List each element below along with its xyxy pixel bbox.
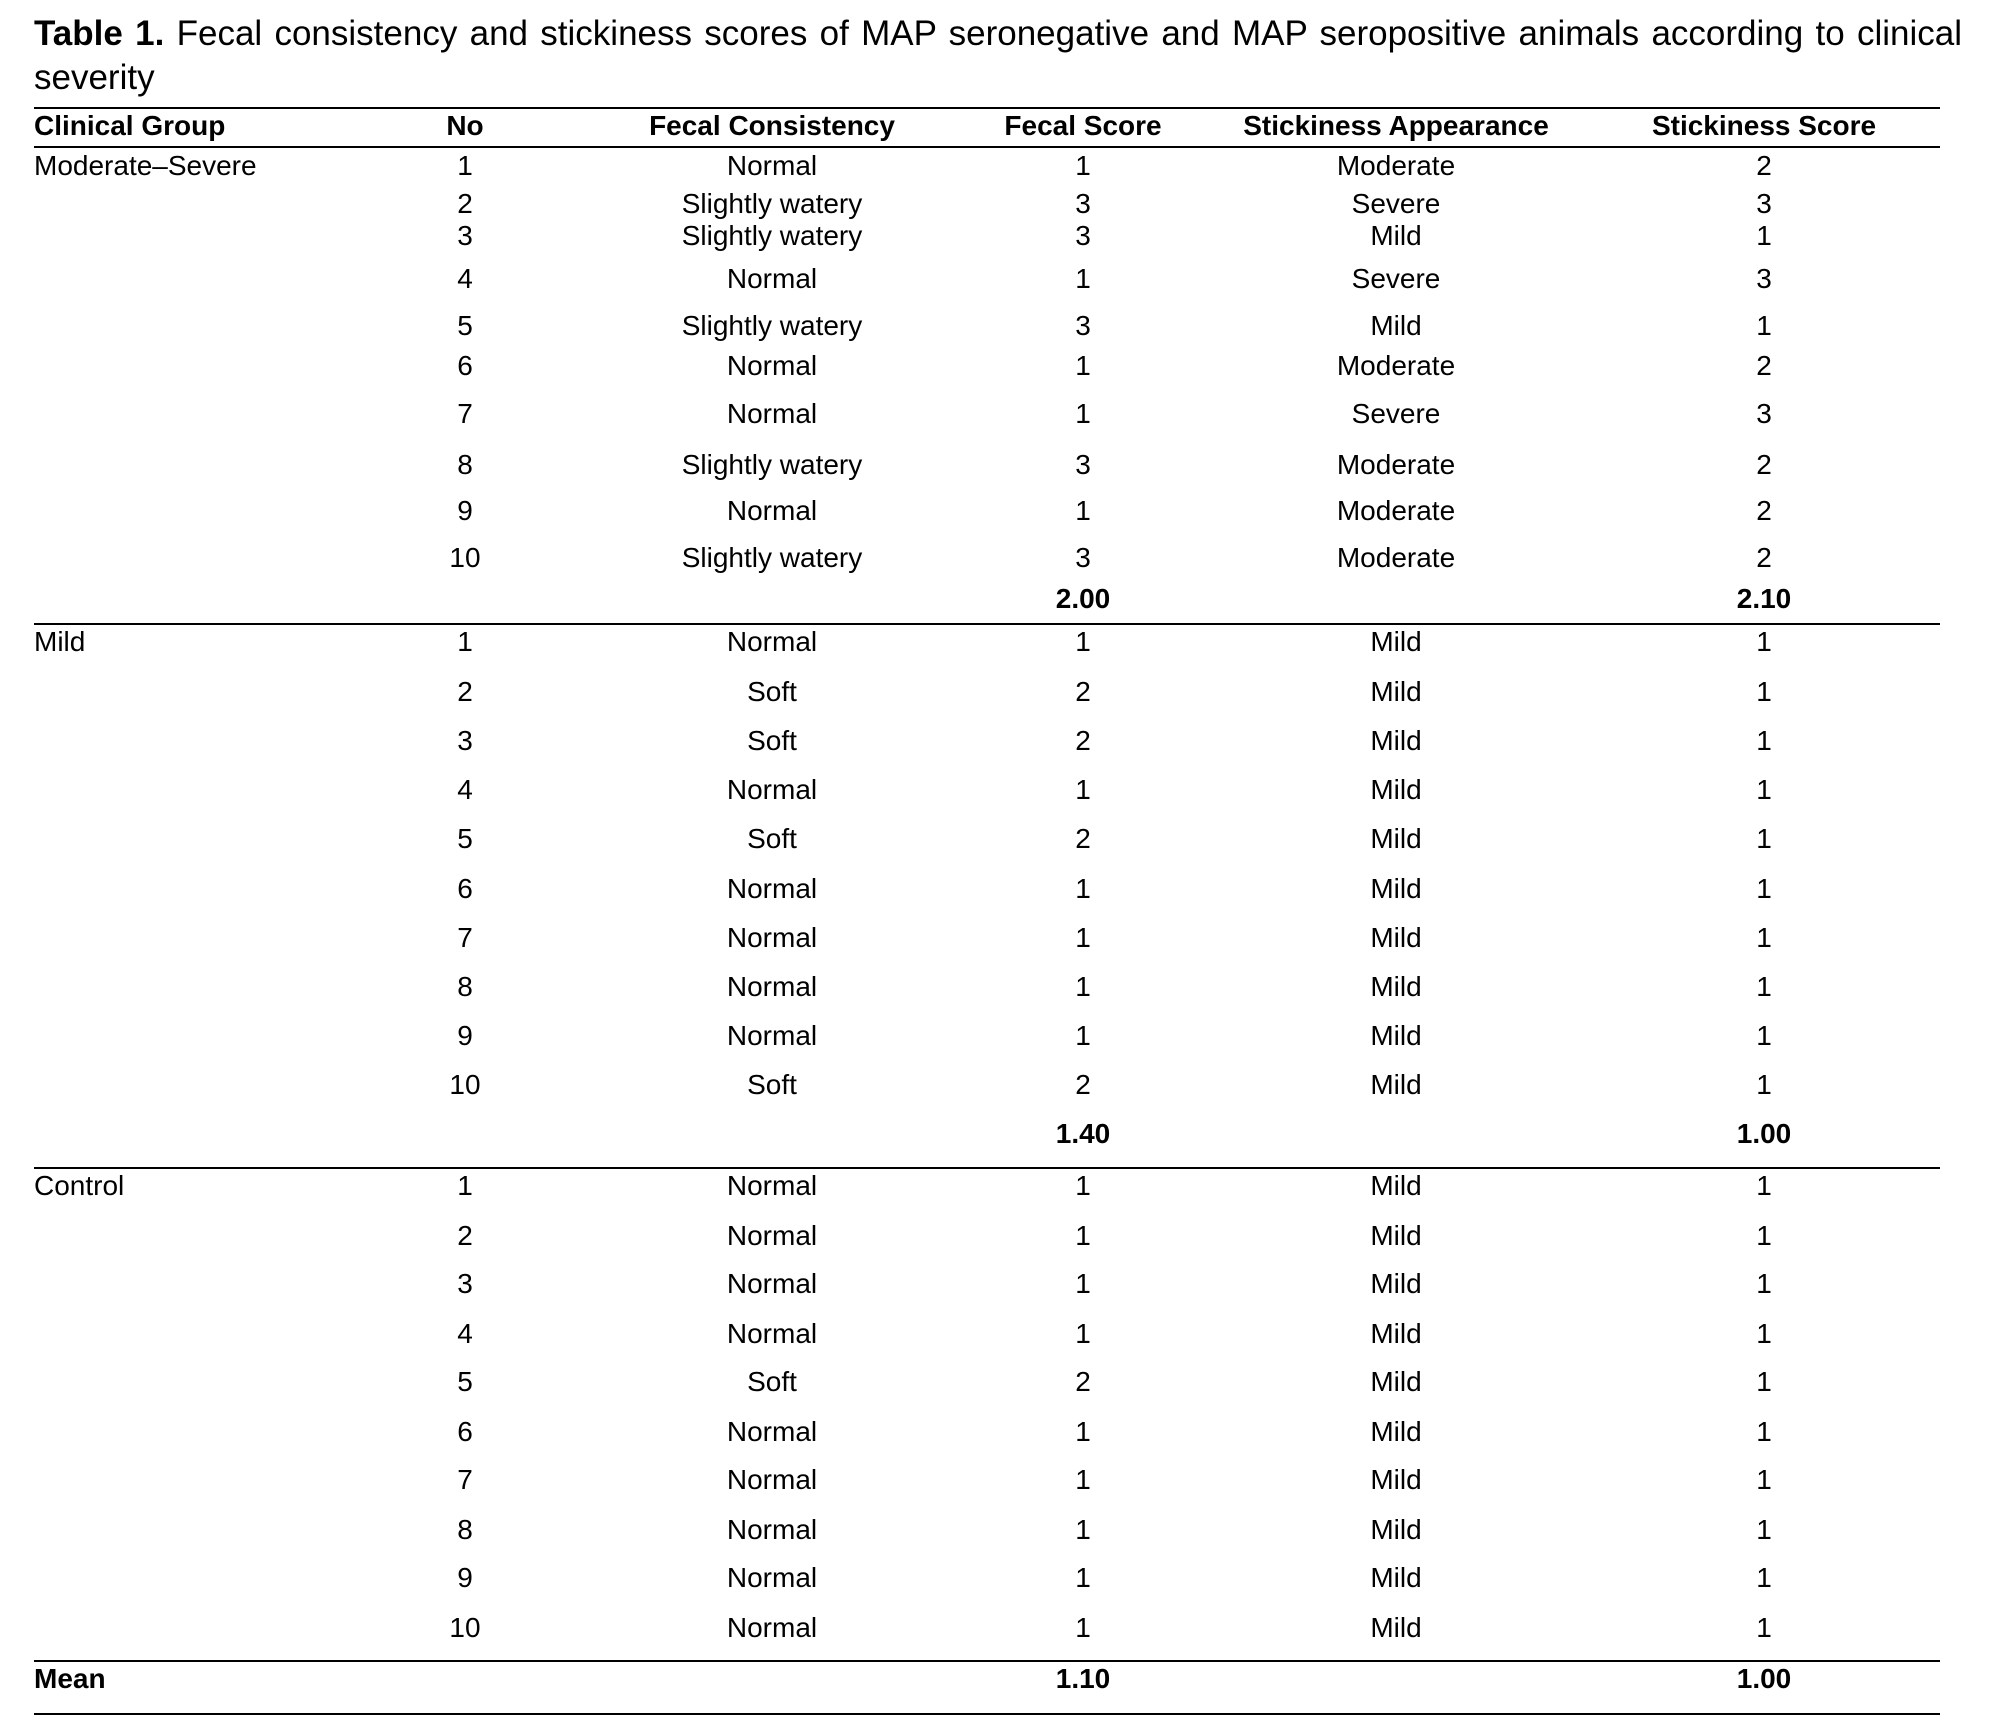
fecal-consistency: Normal [726, 1170, 818, 1201]
fecal-consistency: Normal [726, 1318, 818, 1349]
fecal-consistency: Slightly watery [681, 310, 863, 341]
fecal-score: 3 [1075, 449, 1091, 480]
stickiness-score: 2 [1756, 350, 1772, 381]
mean-stickiness-score: 1.00 [1736, 1118, 1792, 1149]
fecal-consistency: Normal [726, 350, 818, 381]
animal-no: 3 [457, 220, 473, 251]
stickiness-score: 1 [1756, 774, 1772, 805]
stickiness-appearance: Mild [1370, 971, 1422, 1002]
header-no: No [446, 110, 484, 141]
fecal-score: 3 [1075, 310, 1091, 341]
stickiness-appearance: Severe [1351, 398, 1441, 429]
table-label: Table 1. [34, 14, 165, 53]
top-rule [34, 107, 1940, 109]
stickiness-score: 1 [1756, 1069, 1772, 1100]
animal-no: 10 [449, 1069, 481, 1100]
fecal-score: 1 [1075, 1562, 1091, 1593]
animal-no: 6 [457, 873, 473, 904]
fecal-consistency: Normal [726, 150, 818, 181]
stickiness-appearance: Severe [1351, 188, 1441, 219]
header-fecal-score: Fecal Score [1004, 110, 1162, 141]
stickiness-appearance: Mild [1370, 220, 1422, 251]
fecal-consistency: Normal [726, 774, 818, 805]
stickiness-appearance: Moderate [1336, 150, 1456, 181]
stickiness-appearance: Moderate [1336, 495, 1456, 526]
stickiness-score: 3 [1756, 188, 1772, 219]
stickiness-appearance: Mild [1370, 626, 1422, 657]
stickiness-score: 1 [1756, 1562, 1772, 1593]
animal-no: 2 [457, 188, 473, 219]
fecal-consistency: Soft [747, 725, 797, 756]
stickiness-score: 1 [1756, 676, 1772, 707]
fecal-score: 2 [1075, 676, 1091, 707]
fecal-consistency: Slightly watery [681, 188, 863, 219]
fecal-score: 3 [1075, 220, 1091, 251]
stickiness-score: 2 [1756, 495, 1772, 526]
fecal-consistency: Slightly watery [681, 220, 863, 251]
animal-no: 5 [457, 1366, 473, 1397]
group-separator-rule [34, 1660, 1940, 1662]
fecal-score: 1 [1075, 1514, 1091, 1545]
mean-fecal-score: 1.40 [1055, 1118, 1111, 1149]
mean-fecal-score: 1.10 [1055, 1663, 1111, 1694]
fecal-score: 3 [1075, 188, 1091, 219]
animal-no: 9 [457, 495, 473, 526]
animal-no: 3 [457, 725, 473, 756]
animal-no: 7 [457, 922, 473, 953]
stickiness-appearance: Mild [1370, 1464, 1422, 1495]
stickiness-score: 1 [1756, 1220, 1772, 1251]
animal-no: 8 [457, 971, 473, 1002]
fecal-score: 1 [1075, 398, 1091, 429]
stickiness-appearance: Mild [1370, 1416, 1422, 1447]
animal-no: 4 [457, 774, 473, 805]
animal-no: 5 [457, 310, 473, 341]
stickiness-appearance: Mild [1370, 922, 1422, 953]
animal-no: 10 [449, 1612, 481, 1643]
fecal-score: 2 [1075, 1069, 1091, 1100]
fecal-score: 1 [1075, 495, 1091, 526]
stickiness-score: 1 [1756, 1416, 1772, 1447]
fecal-score: 1 [1075, 1464, 1091, 1495]
fecal-consistency: Normal [726, 1612, 818, 1643]
fecal-consistency: Normal [726, 1220, 818, 1251]
fecal-consistency: Normal [726, 1464, 818, 1495]
animal-no: 1 [457, 626, 473, 657]
stickiness-appearance: Mild [1370, 1268, 1422, 1299]
stickiness-appearance: Mild [1370, 823, 1422, 854]
group-name: Mild [34, 626, 86, 657]
fecal-score: 1 [1075, 1416, 1091, 1447]
fecal-score: 1 [1075, 1318, 1091, 1349]
fecal-score: 1 [1075, 1220, 1091, 1251]
stickiness-score: 2 [1756, 449, 1772, 480]
stickiness-score: 1 [1756, 310, 1772, 341]
stickiness-appearance: Mild [1370, 676, 1422, 707]
animal-no: 4 [457, 263, 473, 294]
fecal-score: 2 [1075, 823, 1091, 854]
group-name: Control [34, 1170, 125, 1201]
group-name: Moderate–Severe [34, 150, 257, 181]
stickiness-appearance: Mild [1370, 1069, 1422, 1100]
fecal-score: 1 [1075, 626, 1091, 657]
fecal-score: 1 [1075, 922, 1091, 953]
fecal-consistency: Normal [726, 263, 818, 294]
fecal-consistency: Soft [747, 823, 797, 854]
fecal-score: 3 [1075, 542, 1091, 573]
animal-no: 3 [457, 1268, 473, 1299]
fecal-score: 1 [1075, 873, 1091, 904]
stickiness-score: 1 [1756, 626, 1772, 657]
animal-no: 6 [457, 1416, 473, 1447]
stickiness-score: 3 [1756, 398, 1772, 429]
fecal-score: 1 [1075, 774, 1091, 805]
fecal-consistency: Soft [747, 1069, 797, 1100]
header-stickiness-appearance: Stickiness Appearance [1243, 110, 1549, 141]
animal-no: 8 [457, 449, 473, 480]
animal-no: 4 [457, 1318, 473, 1349]
stickiness-appearance: Mild [1370, 725, 1422, 756]
fecal-score: 2 [1075, 1366, 1091, 1397]
animal-no: 5 [457, 823, 473, 854]
stickiness-appearance: Mild [1370, 1220, 1422, 1251]
fecal-score: 1 [1075, 350, 1091, 381]
fecal-consistency: Normal [726, 1020, 818, 1051]
animal-no: 9 [457, 1562, 473, 1593]
animal-no: 9 [457, 1020, 473, 1051]
mean-stickiness-score: 1.00 [1736, 1663, 1792, 1694]
fecal-consistency: Normal [726, 398, 818, 429]
stickiness-appearance: Mild [1370, 1612, 1422, 1643]
header-clinical-group: Clinical Group [34, 110, 226, 141]
fecal-score: 1 [1075, 1170, 1091, 1201]
animal-no: 7 [457, 398, 473, 429]
stickiness-score: 1 [1756, 1318, 1772, 1349]
stickiness-score: 1 [1756, 1020, 1772, 1051]
fecal-score: 1 [1075, 971, 1091, 1002]
fecal-consistency: Normal [726, 1562, 818, 1593]
header-fecal-consistency: Fecal Consistency [649, 110, 895, 141]
fecal-score: 2 [1075, 725, 1091, 756]
fecal-consistency: Normal [726, 922, 818, 953]
fecal-consistency: Normal [726, 1268, 818, 1299]
stickiness-score: 1 [1756, 873, 1772, 904]
group-separator-rule [34, 623, 1940, 625]
mean-stickiness-score: 2.10 [1736, 583, 1792, 614]
fecal-consistency: Normal [726, 495, 818, 526]
animal-no: 10 [449, 542, 481, 573]
fecal-consistency: Soft [747, 1366, 797, 1397]
animal-no: 8 [457, 1514, 473, 1545]
animal-no: 1 [457, 150, 473, 181]
stickiness-appearance: Moderate [1336, 542, 1456, 573]
stickiness-score: 3 [1756, 263, 1772, 294]
animal-no: 2 [457, 676, 473, 707]
fecal-score: 1 [1075, 150, 1091, 181]
fecal-consistency: Normal [726, 873, 818, 904]
mean-fecal-score: 2.00 [1055, 583, 1111, 614]
fecal-consistency: Normal [726, 1416, 818, 1447]
stickiness-appearance: Mild [1370, 1318, 1422, 1349]
stickiness-score: 1 [1756, 725, 1772, 756]
stickiness-score: 2 [1756, 542, 1772, 573]
fecal-consistency: Normal [726, 1514, 818, 1545]
fecal-score: 1 [1075, 1268, 1091, 1299]
stickiness-score: 1 [1756, 922, 1772, 953]
stickiness-score: 1 [1756, 1464, 1772, 1495]
stickiness-appearance: Mild [1370, 1366, 1422, 1397]
animal-no: 7 [457, 1464, 473, 1495]
stickiness-score: 1 [1756, 1170, 1772, 1201]
fecal-score: 1 [1075, 263, 1091, 294]
stickiness-appearance: Moderate [1336, 350, 1456, 381]
fecal-consistency: Soft [747, 676, 797, 707]
stickiness-score: 1 [1756, 1268, 1772, 1299]
mean-label: Mean [34, 1663, 106, 1694]
animal-no: 1 [457, 1170, 473, 1201]
stickiness-score: 1 [1756, 823, 1772, 854]
stickiness-appearance: Mild [1370, 1170, 1422, 1201]
stickiness-score: 1 [1756, 1514, 1772, 1545]
fecal-score: 1 [1075, 1612, 1091, 1643]
animal-no: 6 [457, 350, 473, 381]
stickiness-appearance: Mild [1370, 1514, 1422, 1545]
stickiness-appearance: Mild [1370, 1562, 1422, 1593]
fecal-consistency: Normal [726, 971, 818, 1002]
stickiness-score: 2 [1756, 150, 1772, 181]
stickiness-appearance: Mild [1370, 310, 1422, 341]
stickiness-score: 1 [1756, 220, 1772, 251]
stickiness-appearance: Severe [1351, 263, 1441, 294]
fecal-score: 1 [1075, 1020, 1091, 1051]
header-rule [34, 146, 1940, 148]
header-stickiness-score: Stickiness Score [1651, 110, 1877, 141]
stickiness-appearance: Mild [1370, 1020, 1422, 1051]
animal-no: 2 [457, 1220, 473, 1251]
stickiness-score: 1 [1756, 971, 1772, 1002]
stickiness-appearance: Mild [1370, 873, 1422, 904]
stickiness-appearance: Moderate [1336, 449, 1456, 480]
stickiness-score: 1 [1756, 1612, 1772, 1643]
table-caption [34, 12, 1962, 100]
fecal-consistency: Slightly watery [681, 542, 863, 573]
caption-text: Fecal consistency and stickiness scores of MAP seronegative and MAP seropositive animals according to clinical severity [34, 14, 1962, 97]
group-separator-rule [34, 1167, 1940, 1169]
fecal-consistency: Normal [726, 626, 818, 657]
fecal-consistency: Slightly watery [681, 449, 863, 480]
stickiness-appearance: Mild [1370, 774, 1422, 805]
stickiness-score: 1 [1756, 1366, 1772, 1397]
